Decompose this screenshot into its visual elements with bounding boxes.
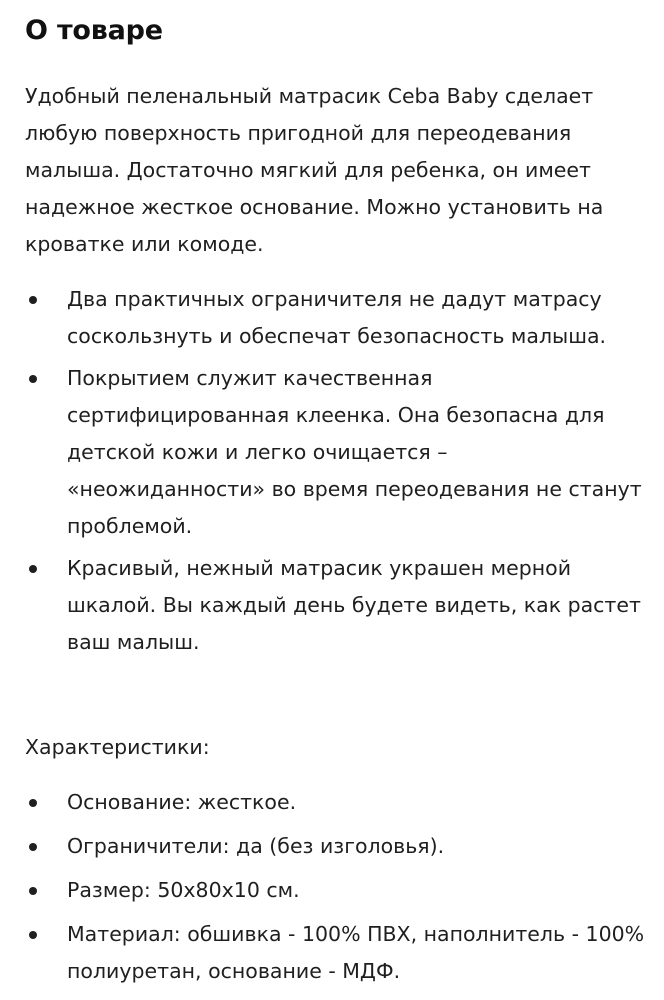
section-title: О товаре: [25, 15, 163, 46]
bullet-icon: [29, 887, 37, 895]
list-item: [25, 872, 645, 909]
bullet-icon: [29, 799, 37, 807]
spec-text: Ограничители: да (без изголовья).: [67, 834, 445, 858]
features-list: [25, 281, 645, 666]
bullet-icon: [29, 931, 37, 939]
spec-text: Размер: 50x80x10 см.: [67, 878, 300, 902]
list-item: [25, 550, 645, 661]
feature-text: Покрытием служит качественная сертифицированная клеенка. Она безопасна для детской кожи и легко очищается – «неожиданности» во время переодевания не станут проблемой.: [67, 366, 642, 538]
intro-paragraph: Удобный пеленальный матрасик Ceba Baby сделает любую поверхность пригодной для переодевания малыша. Достаточно мягкий для ребенка, он имеет надежное жесткое основание. Можно установить на кроватке или комоде.: [25, 84, 604, 256]
specs-heading: Характеристики:: [25, 735, 210, 759]
feature-text: Два практичных ограничителя не дадут матрасу соскользнуть и обеспечат безопасность малыша.: [67, 287, 607, 348]
bullet-icon: [29, 843, 37, 851]
bullet-icon: [29, 565, 37, 573]
feature-text: Красивый, нежный матрасик украшен мерной шкалой. Вы каждый день будете видеть, как растет ваш малыш.: [67, 556, 641, 654]
list-item: [25, 828, 645, 865]
list-item: [25, 916, 645, 990]
spec-text: Основание: жесткое.: [67, 790, 297, 814]
list-item: [25, 360, 645, 545]
specs-list: [25, 784, 645, 997]
bullet-icon: [29, 375, 37, 383]
spec-text: Материал: обшивка - 100% ПВХ, наполнитель - 100% полиуретан, основание - МДФ.: [67, 922, 645, 983]
list-item: [25, 784, 645, 821]
bullet-icon: [29, 296, 37, 304]
list-item: [25, 281, 645, 355]
